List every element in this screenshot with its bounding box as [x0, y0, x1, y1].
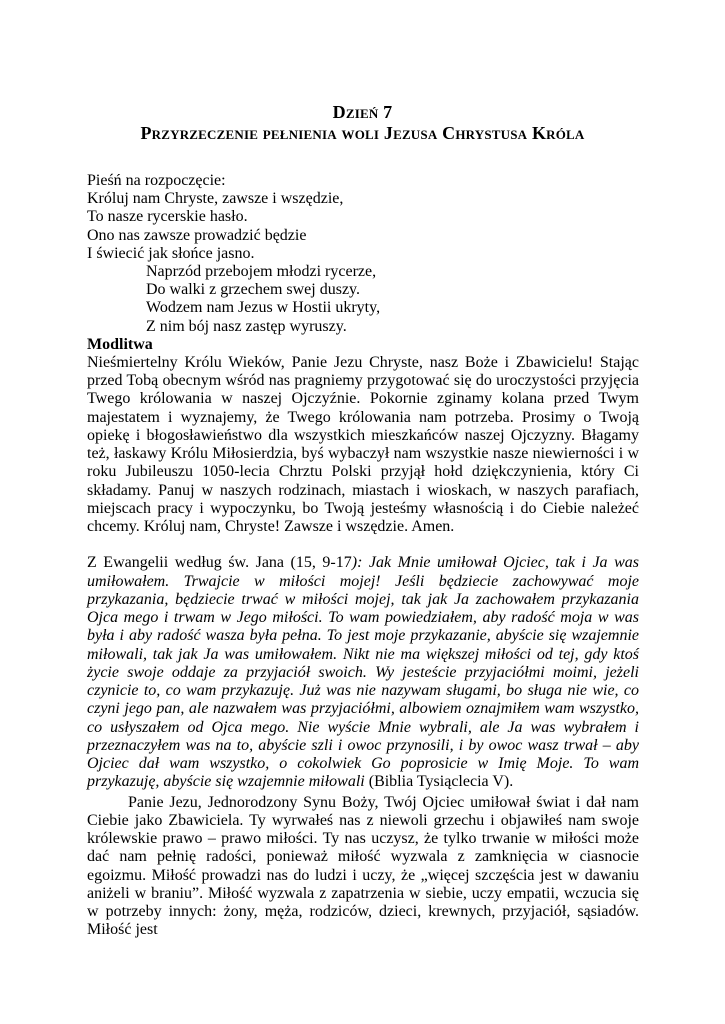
prayer-paragraph: Nieśmiertelny Królu Wieków, Panie Jezu Chryste, nasz Boże i Zbawicielu! Stając przed Tobą obecnym wśród nas pragniemy przygotować się do uroczystości przyjęcia Twego królowania w naszej Ojczyźnie. Pokornie zginamy kolana przed Twym majestatem i wyznajemy, że Twego królowania nam potrzeba. Prosimy o Twoją opiekę i błogosławieństwo dla wszystkich mieszkańców naszej Ojczyzny. Błagamy też, łaskawy Królu Miłosierdzia, byś wybaczył nam wszystkie nasze niewierności i w roku Jubileuszu 1050-lecia Chrztu Polski przyjął hołd dziękczynienia, który Ci składamy. Panuj w naszych rodzinach, miastach i wioskach, w naszych parafiach, miejscach pracy i wypoczynku, bo Twoją jesteśmy własnością i do Ciebie należeć chcemy. Króluj nam, Chryste! Zawsze i wszędzie. Amen.: [87, 353, 639, 536]
reflection-paragraph: Panie Jezu, Jednorodzony Synu Boży, Twój Ojciec umiłował świat i dał nam Ciebie jako Zbawiciela. Ty wyrwałeś nas z niewoli grzechu i objawiłeś nam swoje królewskie prawo – prawo miłości. Ty nas uczysz, że tylko trwanie w miłości może dać nam pełnię radości, ponieważ miłość wyzwala z zamknięcia w ciasnocie egoizmu. Miłość prowadzi nas do ludzi i uczy, że „więcej szczęścia jest w dawaniu aniżeli w braniu”. Miłość wyzwala z zapatrzenia w siebie, uczy empatii, wczucia się w potrzeby innych: żony, męża, rodziców, dzieci, krewnych, przyjaciół, sąsiadów. Miłość jest: [87, 793, 639, 939]
prayer-heading: Modlitwa: [87, 335, 153, 353]
song-line: Króluj nam Chryste, zawsze i wszędzie,: [87, 190, 344, 208]
gospel-paragraph: [87, 554, 639, 791]
song-line-indented: Z nim bój nasz zastęp wyruszy.: [146, 317, 347, 335]
page-title: Przyrzeczenie pełnienia woli Jezusa Chrystusa Króla: [140, 123, 585, 143]
song-line-indented: Wodzem nam Jezus w Hostii ukryty,: [146, 299, 381, 317]
song-line: I świecić jak słońce jasno.: [87, 244, 255, 262]
day-heading: Dzień 7: [332, 102, 393, 122]
song-line-indented: Naprzód przebojem młodzi rycerze,: [146, 262, 377, 280]
song-line: To nasze rycerskie hasło.: [87, 208, 248, 226]
gospel-intro: Z Ewangelii według św. Jana (15, 9-17: [87, 554, 352, 572]
gospel-text: ): Jak Mnie umiłował Ojciec, tak i Ja was umiłowałem. Trwajcie w miłości mojej! Jeśli będziecie zachowywać moje przykazania, będziecie trwać w miłości mojej, tak jak Ja zachowałem przykazania Ojca mego i trwam w Jego miłości. To wam powiedziałem, aby radość moja w was była i aby radość wasza była pełna. To jest moje przykazanie, abyście się wzajemnie miłowali, tak jak Ja was umiłowałem. Nikt nie ma większej miłości od tej, gdy ktoś życie swoje oddaje za przyjaciół swoich. Wy jesteście przyjaciółmi moimi, jeżeli czynicie to, co wam przykazuję. Już was nie nazywam sługami, bo sługa nie wie, co czyni jego pan, ale nazwałem was przyjaciółmi, albowiem oznajmiłem wam wszystko, co usłyszałem od Ojca mego. Nie wyście Mnie wybrali, ale Ja was wybrałem i przeznaczyłem was na to, abyście szli i owoc przynosili, i by owoc wasz trwał – aby Ojciec dał wam wszystko, o cokolwiek Go poprosicie w Imię Moje. To wam przykazuję, abyście się wzajemnie miłowali: [87, 554, 639, 791]
song-intro: Pieśń na rozpoczęcie:: [87, 172, 226, 189]
gospel-source: (Biblia Tysiąclecia V).: [364, 773, 514, 791]
document-body: [87, 172, 639, 940]
song-line-indented: Do walki z grzechem swej duszy.: [146, 281, 360, 299]
song-line: Ono nas zawsze prowadzić będzie: [87, 226, 307, 244]
